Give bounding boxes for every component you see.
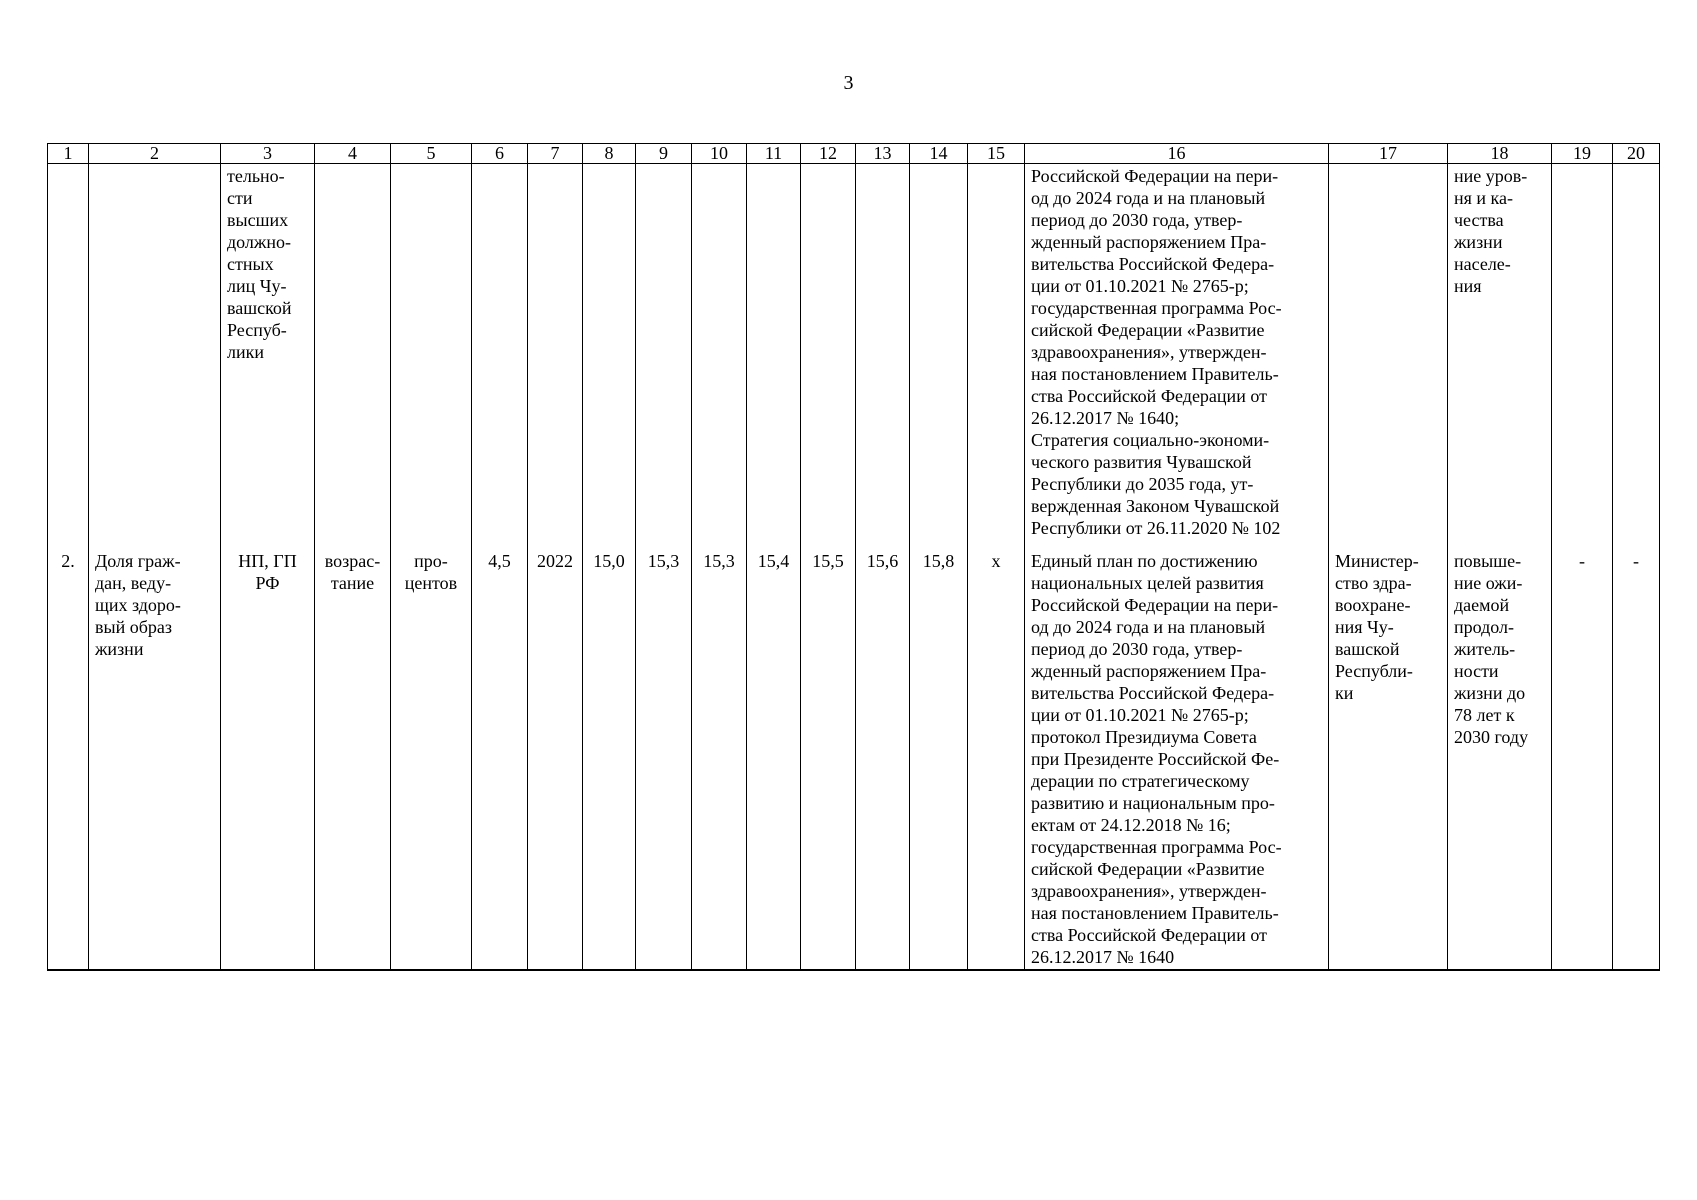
base-value-cell [472,164,528,549]
document-basis-cell: Единый план по достижению национальных целей развития Российской Федерации на пери- од до 2024 года и на плановый период до 2030 года, утвер- жденный распоряжением Пра- вительства Российской Федера- ции от 01.10.2021 № 2765-р; протокол Президиума Совета при Президенте Российской Фе- дерации по стратегическому развитию и национальным про- ектам от 24.12.2018 № 16; государственная программа Рос- сийской Федерации «Развитие здравоохранения», утвержден- ная постановлением Правитель- ства Российской Федерации от 26.12.2017 № 1640 [1025,549,1329,970]
value-cell: 15,0 [583,549,636,970]
document-basis-cell: Российской Федерации на пери- од до 2024 года и на плановый период до 2030 года, утвер- жденный распоряжением Пра- вительства Российской Федера- ции от 01.10.2021 № 2765-р; государственная программа Рос- сийской Федерации «Развитие здравоохранения», утвержден- ная постановлением Правитель- ства Российской Федерации от 26.12.2017 № 1640; Стратегия социально-экономи- ческого развития Чувашской Республики до 2035 года, ут- вержденная Законом Чувашской Республики от 26.11.2020 № 102 [1025,164,1329,549]
trend-cell [315,164,391,549]
value-cell: 15,4 [747,549,801,970]
goal-link-cell: повыше- ние ожи- даемой продол- житель- ности жизни до 78 лет к 2030 году [1448,549,1552,970]
column-number-cell: 7 [528,144,583,164]
info-cell [1552,164,1613,549]
table-row [48,164,1660,549]
info-cell [1613,164,1660,549]
indicator-level-cell: НП, ГП РФ [221,549,315,970]
info-cell: - [1552,549,1613,970]
column-number-cell: 10 [692,144,747,164]
base-year-cell [528,164,583,549]
responsible-cell: Министер- ство здра- воохране- ния Чу- вашской Республи- ки [1329,549,1448,970]
column-number-cell: 2 [89,144,221,164]
column-number-cell: 18 [1448,144,1552,164]
unit-cell [391,164,472,549]
column-number-cell: 8 [583,144,636,164]
goal-link-cell: ние уров- ня и ка- чества жизни населе- ния [1448,164,1552,549]
column-number-cell: 9 [636,144,692,164]
base-value-cell: 4,5 [472,549,528,970]
column-number-cell: 3 [221,144,315,164]
indicators-table [47,143,1660,971]
value-cell [910,164,968,549]
column-number-cell: 17 [1329,144,1448,164]
column-number-cell: 16 [1025,144,1329,164]
page-number: 3 [843,72,854,94]
column-number-cell: 19 [1552,144,1613,164]
row-number-cell: 2. [48,549,89,970]
column-number-cell: 4 [315,144,391,164]
indicator-name-cell [89,164,221,549]
value-cell [583,164,636,549]
column-number-cell: 1 [48,144,89,164]
value-cell: 15,3 [636,549,692,970]
value-cell [856,164,910,549]
column-number-cell: 14 [910,144,968,164]
value-cell [692,164,747,549]
value-cell: 15,8 [910,549,968,970]
column-number-cell: 11 [747,144,801,164]
column-number-cell: 6 [472,144,528,164]
responsible-cell [1329,164,1448,549]
table-row [48,549,1660,970]
column-number-cell: 15 [968,144,1025,164]
info-cell: - [1613,549,1660,970]
column-number-cell: 12 [801,144,856,164]
base-year-cell: 2022 [528,549,583,970]
value-cell: 15,6 [856,549,910,970]
value-cell: 15,5 [801,549,856,970]
column-number-cell: 5 [391,144,472,164]
value-cell: 15,3 [692,549,747,970]
header-row [48,144,1660,164]
column-number-cell: 20 [1613,144,1660,164]
value-cell [636,164,692,549]
indicator-level-cell: тельно- сти высших должно- стных лиц Чу- вашской Респуб- лики [221,164,315,549]
column-number-cell: 13 [856,144,910,164]
indicator-name-cell: Доля граж- дан, веду- щих здоро- вый образ жизни [89,549,221,970]
row-number-cell [48,164,89,549]
unit-cell: про- центов [391,549,472,970]
value-cell: х [968,549,1025,970]
value-cell [801,164,856,549]
value-cell [747,164,801,549]
trend-cell: возрас- тание [315,549,391,970]
value-cell [968,164,1025,549]
